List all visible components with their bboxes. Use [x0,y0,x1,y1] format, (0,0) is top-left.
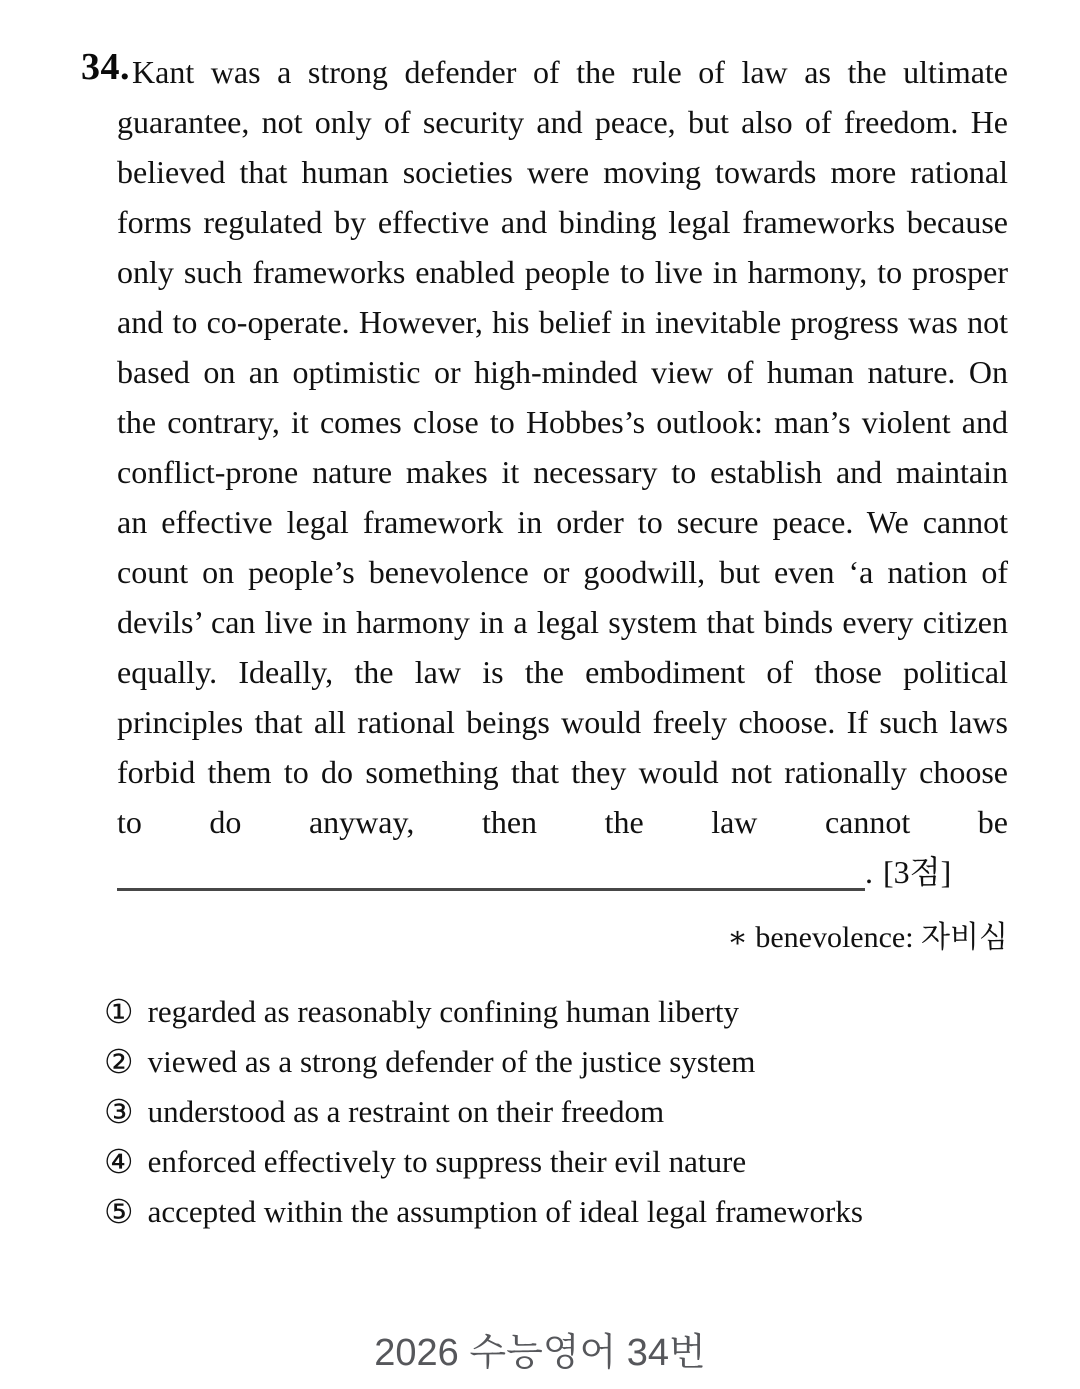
passage-text: Kant was a strong defender of the rule of law as the ultimate guarantee, not only of security and peace, but also of freedom. He believed that human societies were moving towards more rational forms regulated by effective and binding legal frameworks because only such frameworks enabled people to live in harmony, to prosper and to co-operate. However, his belief in inevitable progress was not based on an optimistic or high-minded view of human nature. On the contrary, it comes close to Hobbes’s outlook: man’s violent and conflict-prone nature makes it necessary to establish and maintain an effective legal framework in order to secure peace. We cannot count on people’s benevolence or goodwill, but even ‘a nation of devils’ can live in harmony in a legal system that binds every citizen equally. Ideally, the law is the embodiment of those political principles that all rational beings would freely choose. If such laws forbid them to do something that they would not rationally choose to do anyway, then the law cannot be [117,54,1008,840]
choice-5-circled-number: ⑤ [104,1192,134,1231]
choice-option-3 [104,1086,1008,1136]
answer-blank-underline [117,881,865,891]
choice-option-4 [104,1136,1008,1186]
question-number: 34. [81,46,130,88]
choice-1-circled-number: ① [104,992,134,1031]
blank-period: . [865,854,873,890]
choice-3-circled-number: ③ [104,1092,134,1131]
vocab-note: ∗ benevolence: 자비심 [727,921,1008,954]
points-label: [3점] [883,854,952,890]
choice-4-circled-number: ④ [104,1142,134,1181]
choice-5-text: accepted within the assumption of ideal legal frameworks [147,1194,863,1229]
passage [117,47,1008,897]
choice-1-text: regarded as reasonably confining human liberty [147,994,739,1029]
choice-2-text: viewed as a strong defender of the justice system [147,1044,756,1079]
choice-3-text: understood as a restraint on their freedom [147,1094,665,1129]
question-block [81,46,1008,1236]
choice-option-1 [104,986,1008,1036]
choice-option-5 [104,1186,1008,1236]
choice-option-2 [104,1036,1008,1086]
choice-2-circled-number: ② [104,1042,134,1081]
choice-4-text: enforced effectively to suppress their evil nature [147,1144,747,1179]
choices-list [104,986,1008,1236]
page-caption: 2026 수능영어 34번 [374,1332,706,1374]
